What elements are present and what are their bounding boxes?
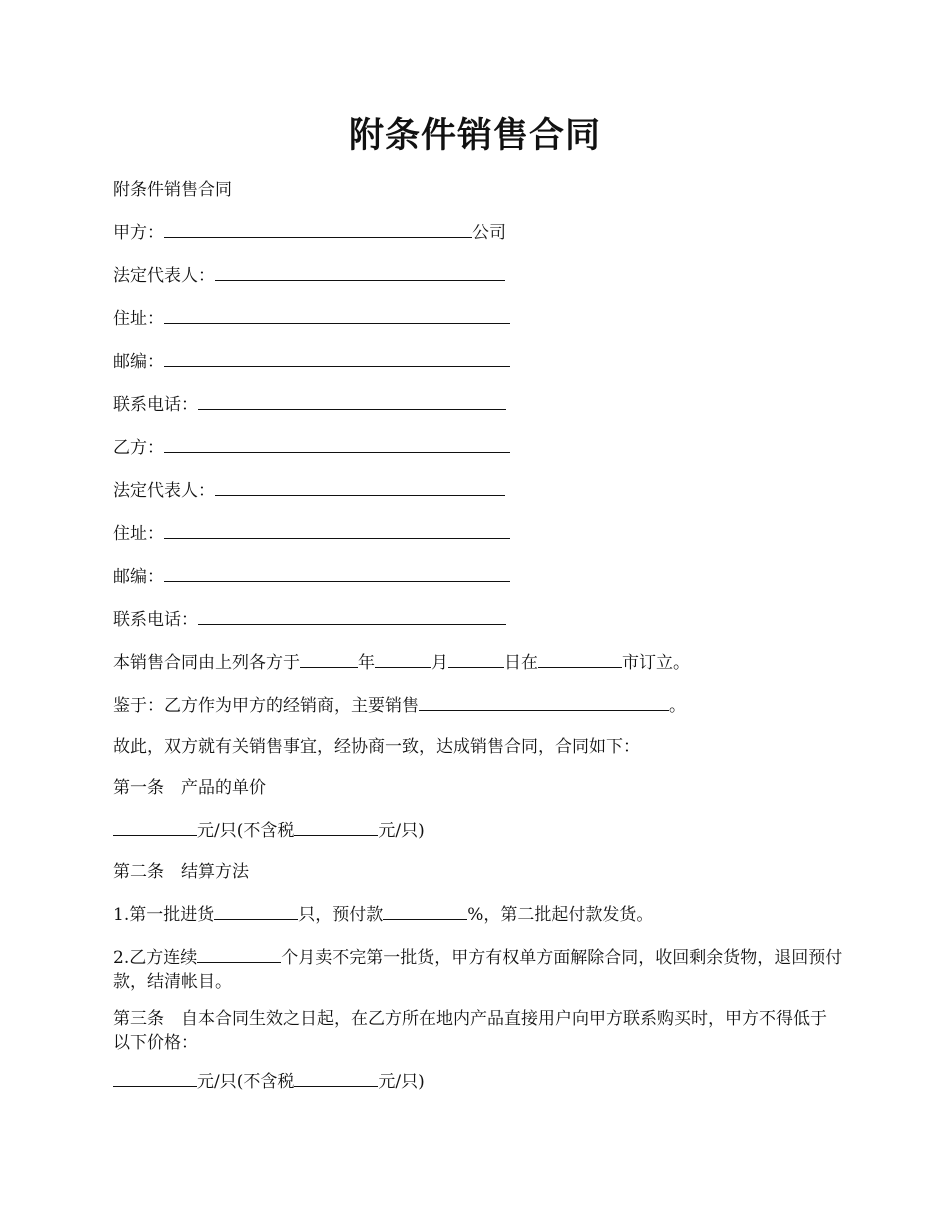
party-a-name-suffix: 公司 — [472, 223, 506, 243]
article2-months-blank[interactable] — [197, 944, 281, 963]
signing-city-blank[interactable] — [538, 649, 622, 668]
party-a-postcode-label: 邮编： — [113, 352, 164, 372]
party-a-phone-blank[interactable] — [198, 391, 506, 410]
party-b-phone-label: 联系电话： — [113, 610, 198, 630]
whereas-suffix: 。 — [669, 696, 686, 716]
party-b-rep-label: 法定代表人： — [113, 481, 215, 501]
signing-year-label: 年 — [358, 653, 375, 673]
party-a-rep-blank[interactable] — [215, 262, 505, 281]
party-a-postcode-blank[interactable] — [164, 348, 510, 367]
party-b-name-label: 乙方： — [113, 438, 164, 458]
party-b-postcode-line — [113, 563, 843, 589]
article3-price-unit-end: 元/只) — [378, 1072, 425, 1092]
article2-item1-mid: 只，预付款 — [298, 905, 384, 925]
article2-item2-prefix: 2.乙方连续 — [113, 948, 198, 968]
article1-price-notax-blank[interactable] — [294, 817, 378, 836]
article2-quantity-blank[interactable] — [214, 901, 298, 920]
article2-prepay-blank[interactable] — [383, 901, 467, 920]
article3-price-line — [113, 1068, 843, 1094]
party-a-name-line — [113, 219, 843, 245]
party-a-postcode-line — [113, 348, 843, 374]
document-subtitle: 附条件销售合同 — [113, 180, 232, 200]
party-a-phone-label: 联系电话： — [113, 395, 198, 415]
party-b-address-blank[interactable] — [164, 520, 510, 539]
article3-text: 第三条 自本合同生效之日起，在乙方所在地内产品直接用户向甲方联系购买时，甲方不得低于以下价格： — [113, 1009, 827, 1053]
party-a-rep-line — [113, 262, 843, 288]
signing-month-blank[interactable] — [375, 649, 431, 668]
party-b-address-label: 住址： — [113, 524, 164, 544]
party-b-postcode-blank[interactable] — [164, 563, 510, 582]
party-b-rep-blank[interactable] — [215, 477, 505, 496]
article1-price-line — [113, 817, 843, 843]
signing-year-blank[interactable] — [300, 649, 358, 668]
article2-item1-prefix: 1.第一批进货 — [113, 905, 215, 925]
party-a-name-label: 甲方： — [113, 223, 164, 243]
article1-price-unit: 元/只(不含税 — [197, 821, 295, 841]
party-a-address-blank[interactable] — [164, 305, 510, 324]
signing-line — [113, 649, 843, 675]
whereas-prefix: 鉴于：乙方作为甲方的经销商，主要销售 — [113, 696, 419, 716]
article2-item1 — [113, 901, 843, 927]
party-a-phone-line — [113, 391, 843, 417]
article3-price-unit: 元/只(不含税 — [197, 1072, 295, 1092]
party-b-rep-line — [113, 477, 843, 503]
agreement-line: 故此，双方就有关销售事宜，经协商一致，达成销售合同，合同如下： — [113, 737, 640, 757]
party-b-postcode-label: 邮编： — [113, 567, 164, 587]
article1-heading: 第一条 产品的单价 — [113, 778, 266, 798]
party-a-address-line — [113, 305, 843, 331]
party-b-name-line — [113, 434, 843, 460]
article1-price-blank[interactable] — [113, 817, 197, 836]
party-a-address-label: 住址： — [113, 309, 164, 329]
signing-day-blank[interactable] — [448, 649, 504, 668]
party-b-phone-blank[interactable] — [198, 606, 506, 625]
signing-prefix: 本销售合同由上列各方于 — [113, 653, 300, 673]
article2-item2-suffix: 个月卖不完第一批货，甲方有权单方面解除合同，收回剩余货物，退回预付款，结清帐目。 — [113, 948, 843, 992]
article2-heading: 第二条 结算方法 — [113, 862, 249, 882]
article3-price-blank[interactable] — [113, 1068, 197, 1087]
party-a-rep-label: 法定代表人： — [113, 266, 215, 286]
party-a-name-blank[interactable] — [164, 219, 472, 238]
document-body — [113, 178, 843, 1111]
article1-price-unit-end: 元/只) — [378, 821, 425, 841]
signing-day-label: 日在 — [504, 653, 538, 673]
signing-city-suffix: 市订立。 — [622, 653, 690, 673]
party-b-name-blank[interactable] — [164, 434, 510, 453]
whereas-line — [113, 692, 843, 718]
article3-price-notax-blank[interactable] — [294, 1068, 378, 1087]
party-b-address-line — [113, 520, 843, 546]
signing-month-label: 月 — [431, 653, 448, 673]
party-b-phone-line — [113, 606, 843, 632]
article2-item1-suffix: %，第二批起付款发货。 — [467, 905, 654, 925]
document-title: 附条件销售合同 — [348, 115, 601, 156]
whereas-goods-blank[interactable] — [419, 692, 669, 711]
article2-item2 — [113, 944, 843, 994]
